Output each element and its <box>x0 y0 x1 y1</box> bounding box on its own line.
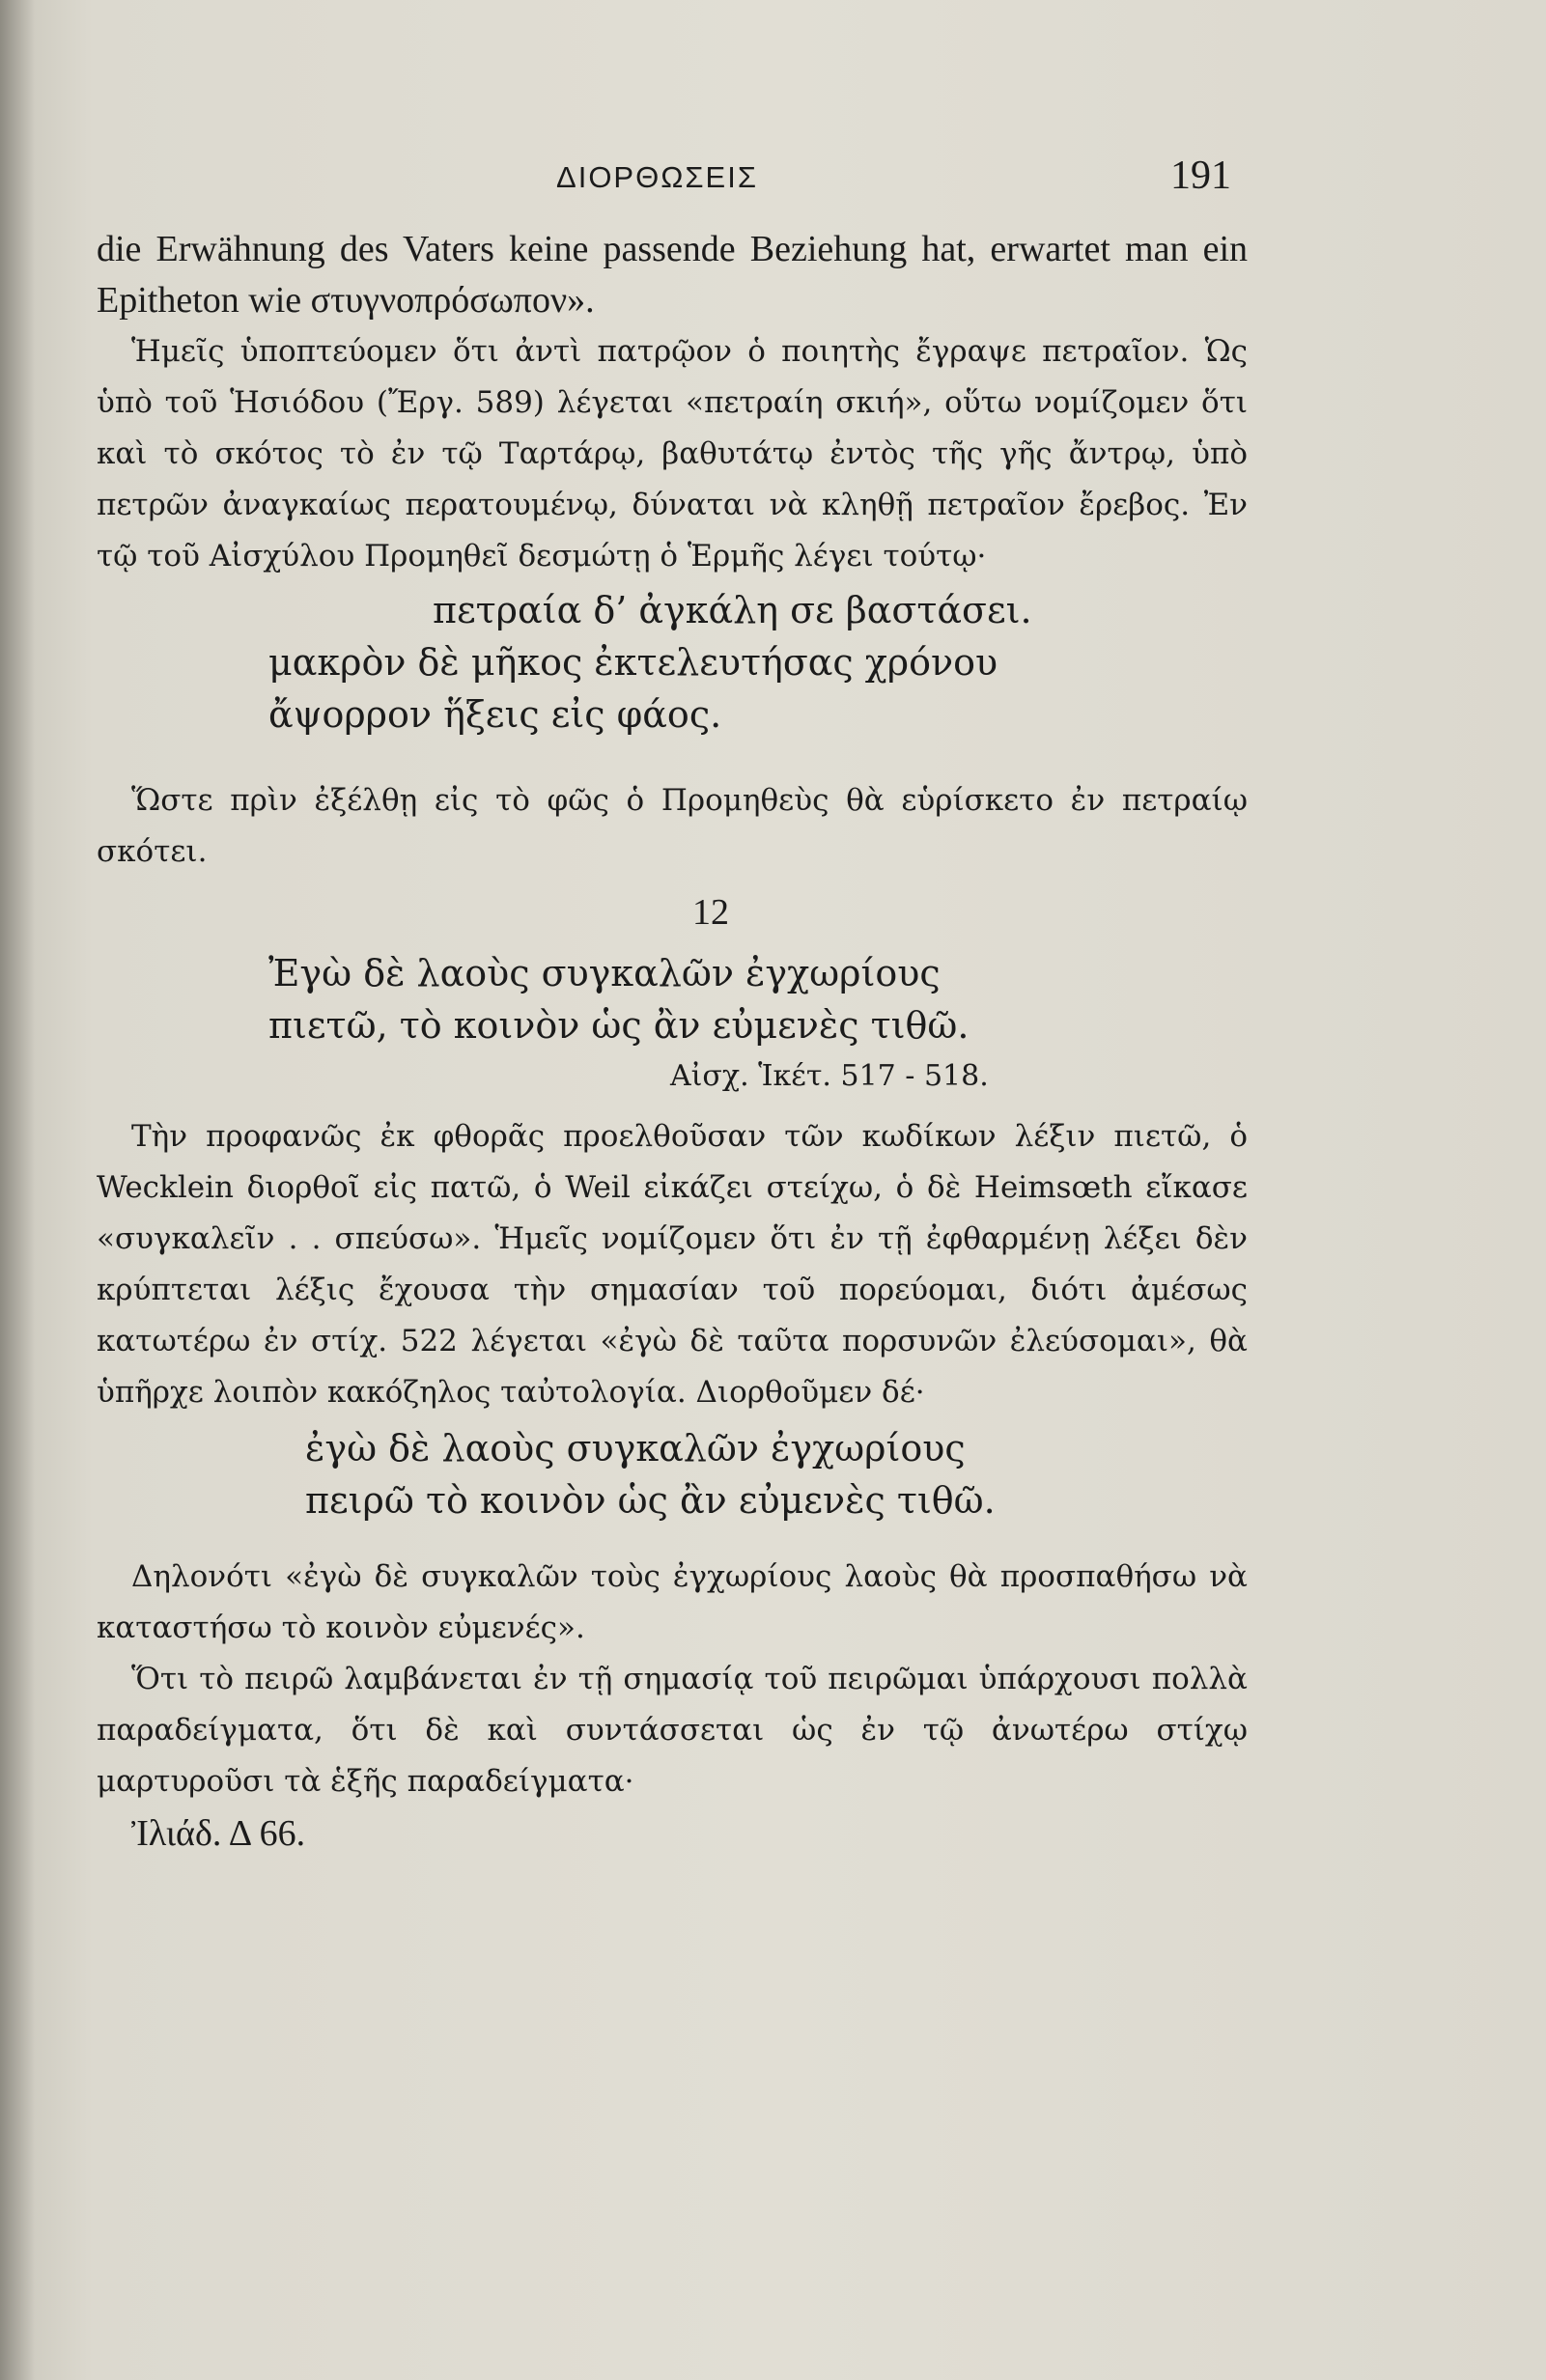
paragraph-1: die Erwähnung des Vaters keine passende Beziehung hat, erwartet man ein Epitheton wie στυγνοπρόσωπον». <box>97 229 1248 321</box>
page-gutter-shadow <box>0 0 35 2380</box>
verse-line: ἐγὼ δὲ λαοὺς συγκαλῶν ἐγχωρίους <box>305 1427 966 1470</box>
paragraph-5: Δηλονότι «ἐγὼ δὲ συγκαλῶν τοὺς ἐγχωρίους λαοὺς θὰ προσπαθήσω νὰ καταστήσω τὸ κοινὸν εὐμενές». <box>97 1559 1248 1645</box>
paragraph-2: Ἡμεῖς ὑποπτεύομεν ὅτι ἀντὶ πατρῷον ὁ ποιητὴς ἔγραψε πετραῖον. Ὡς ὑπὸ τοῦ Ἡσιόδου (Ἔργ. 589) λέγεται «πετραίη σκιή», οὕτω νομίζομεν ὅτι καὶ τὸ σκότος τὸ ἐν τῷ Ταρτάρῳ, βαθυτάτῳ ἐντὸς τῆς γῆς ἄντρῳ, ὑπὸ πετρῶν ἀναγκαίως περατουμένῳ, δύναται νὰ κληθῇ πετραῖον ἔρεβος. Ἐν τῷ τοῦ Αἰσχύλου Προμηθεῖ δεσμώτῃ ὁ Ἑρμῆς λέγει τούτῳ· <box>97 334 1248 574</box>
verse-line: πετραία δ’ ἀγκάλη σε βαστάσει. <box>433 589 1032 631</box>
page-number: 191 <box>1170 154 1231 198</box>
section-number: 12 <box>692 892 729 933</box>
verse-line: πιετῶ, τὸ κοινὸν ὡς ἂν εὐμενὲς τιθῶ. <box>268 1004 970 1047</box>
verse-quote-c <box>97 1422 1248 1526</box>
page-body <box>97 224 1248 1860</box>
verse-quote-b <box>97 947 1248 1051</box>
page-header <box>0 153 1546 210</box>
paragraph-4: Τὴν προφανῶς ἐκ φθορᾶς προελθοῦσαν τῶν κωδίκων λέξιν πιετῶ, ὁ Wecklein διορθοῖ εἰς πατῶ, ὁ Weil εἰκάζει στείχω, ὁ δὲ Heimsœth εἴκασε «συγκαλεῖν . . σπεύσω». Ἡμεῖς νομίζομεν ὅτι ἐν τῇ ἐφθαρμένῃ λέξει δὲν κρύπτεται λέξις ἔχουσα τὴν σημασίαν τοῦ πορεύομαι, διότι ἀμέσως κατωτέρω ἐν στίχ. 522 λέγεται «ἐγὼ δὲ ταῦτα πορσυνῶν ἐλεύσομαι», θὰ ὑπῆρχε λοιπὸν κακόζηλος ταὐτολογία. Διορθοῦμεν δέ· <box>97 1119 1248 1410</box>
verse-line: Ἐγὼ δὲ λαοὺς συγκαλῶν ἐγχωρίους <box>268 952 941 994</box>
paragraph-6: Ὅτι τὸ πειρῶ λαμβάνεται ἐν τῇ σημασίᾳ τοῦ πειρῶμαι ὑπάρχουσι πολλὰ παραδείγματα, ὅτι δὲ καὶ συντάσσεται ὡς ἐν τῷ ἀνωτέρω στίχῳ μαρτυροῦσι τὰ ἑξῆς παραδείγματα· <box>97 1662 1248 1799</box>
verse-line: ἄψορρον ἥξεις εἰς φάος. <box>268 693 722 736</box>
final-reference: Ἰλιάδ. Δ 66. <box>131 1813 306 1854</box>
verse-line: πειρῶ τὸ κοινὸν ὡς ἂν εὐμενὲς τιθῶ. <box>305 1479 996 1522</box>
source-citation: Αἰσχ. Ἱκέτ. 517 - 518. <box>670 1059 989 1093</box>
paragraph-3: Ὥστε πρὶν ἐξέλθῃ εἰς τὸ φῶς ὁ Προμηθεὺς θὰ εὑρίσκετο ἐν πετραίῳ σκότει. <box>97 783 1248 869</box>
running-title: ΔΙΟΡΘΩΣΕΙΣ <box>556 160 759 194</box>
verse-line: μακρὸν δὲ μῆκος ἐκτελευτήσας χρόνου <box>268 641 998 684</box>
verse-quote-a <box>97 584 1248 741</box>
